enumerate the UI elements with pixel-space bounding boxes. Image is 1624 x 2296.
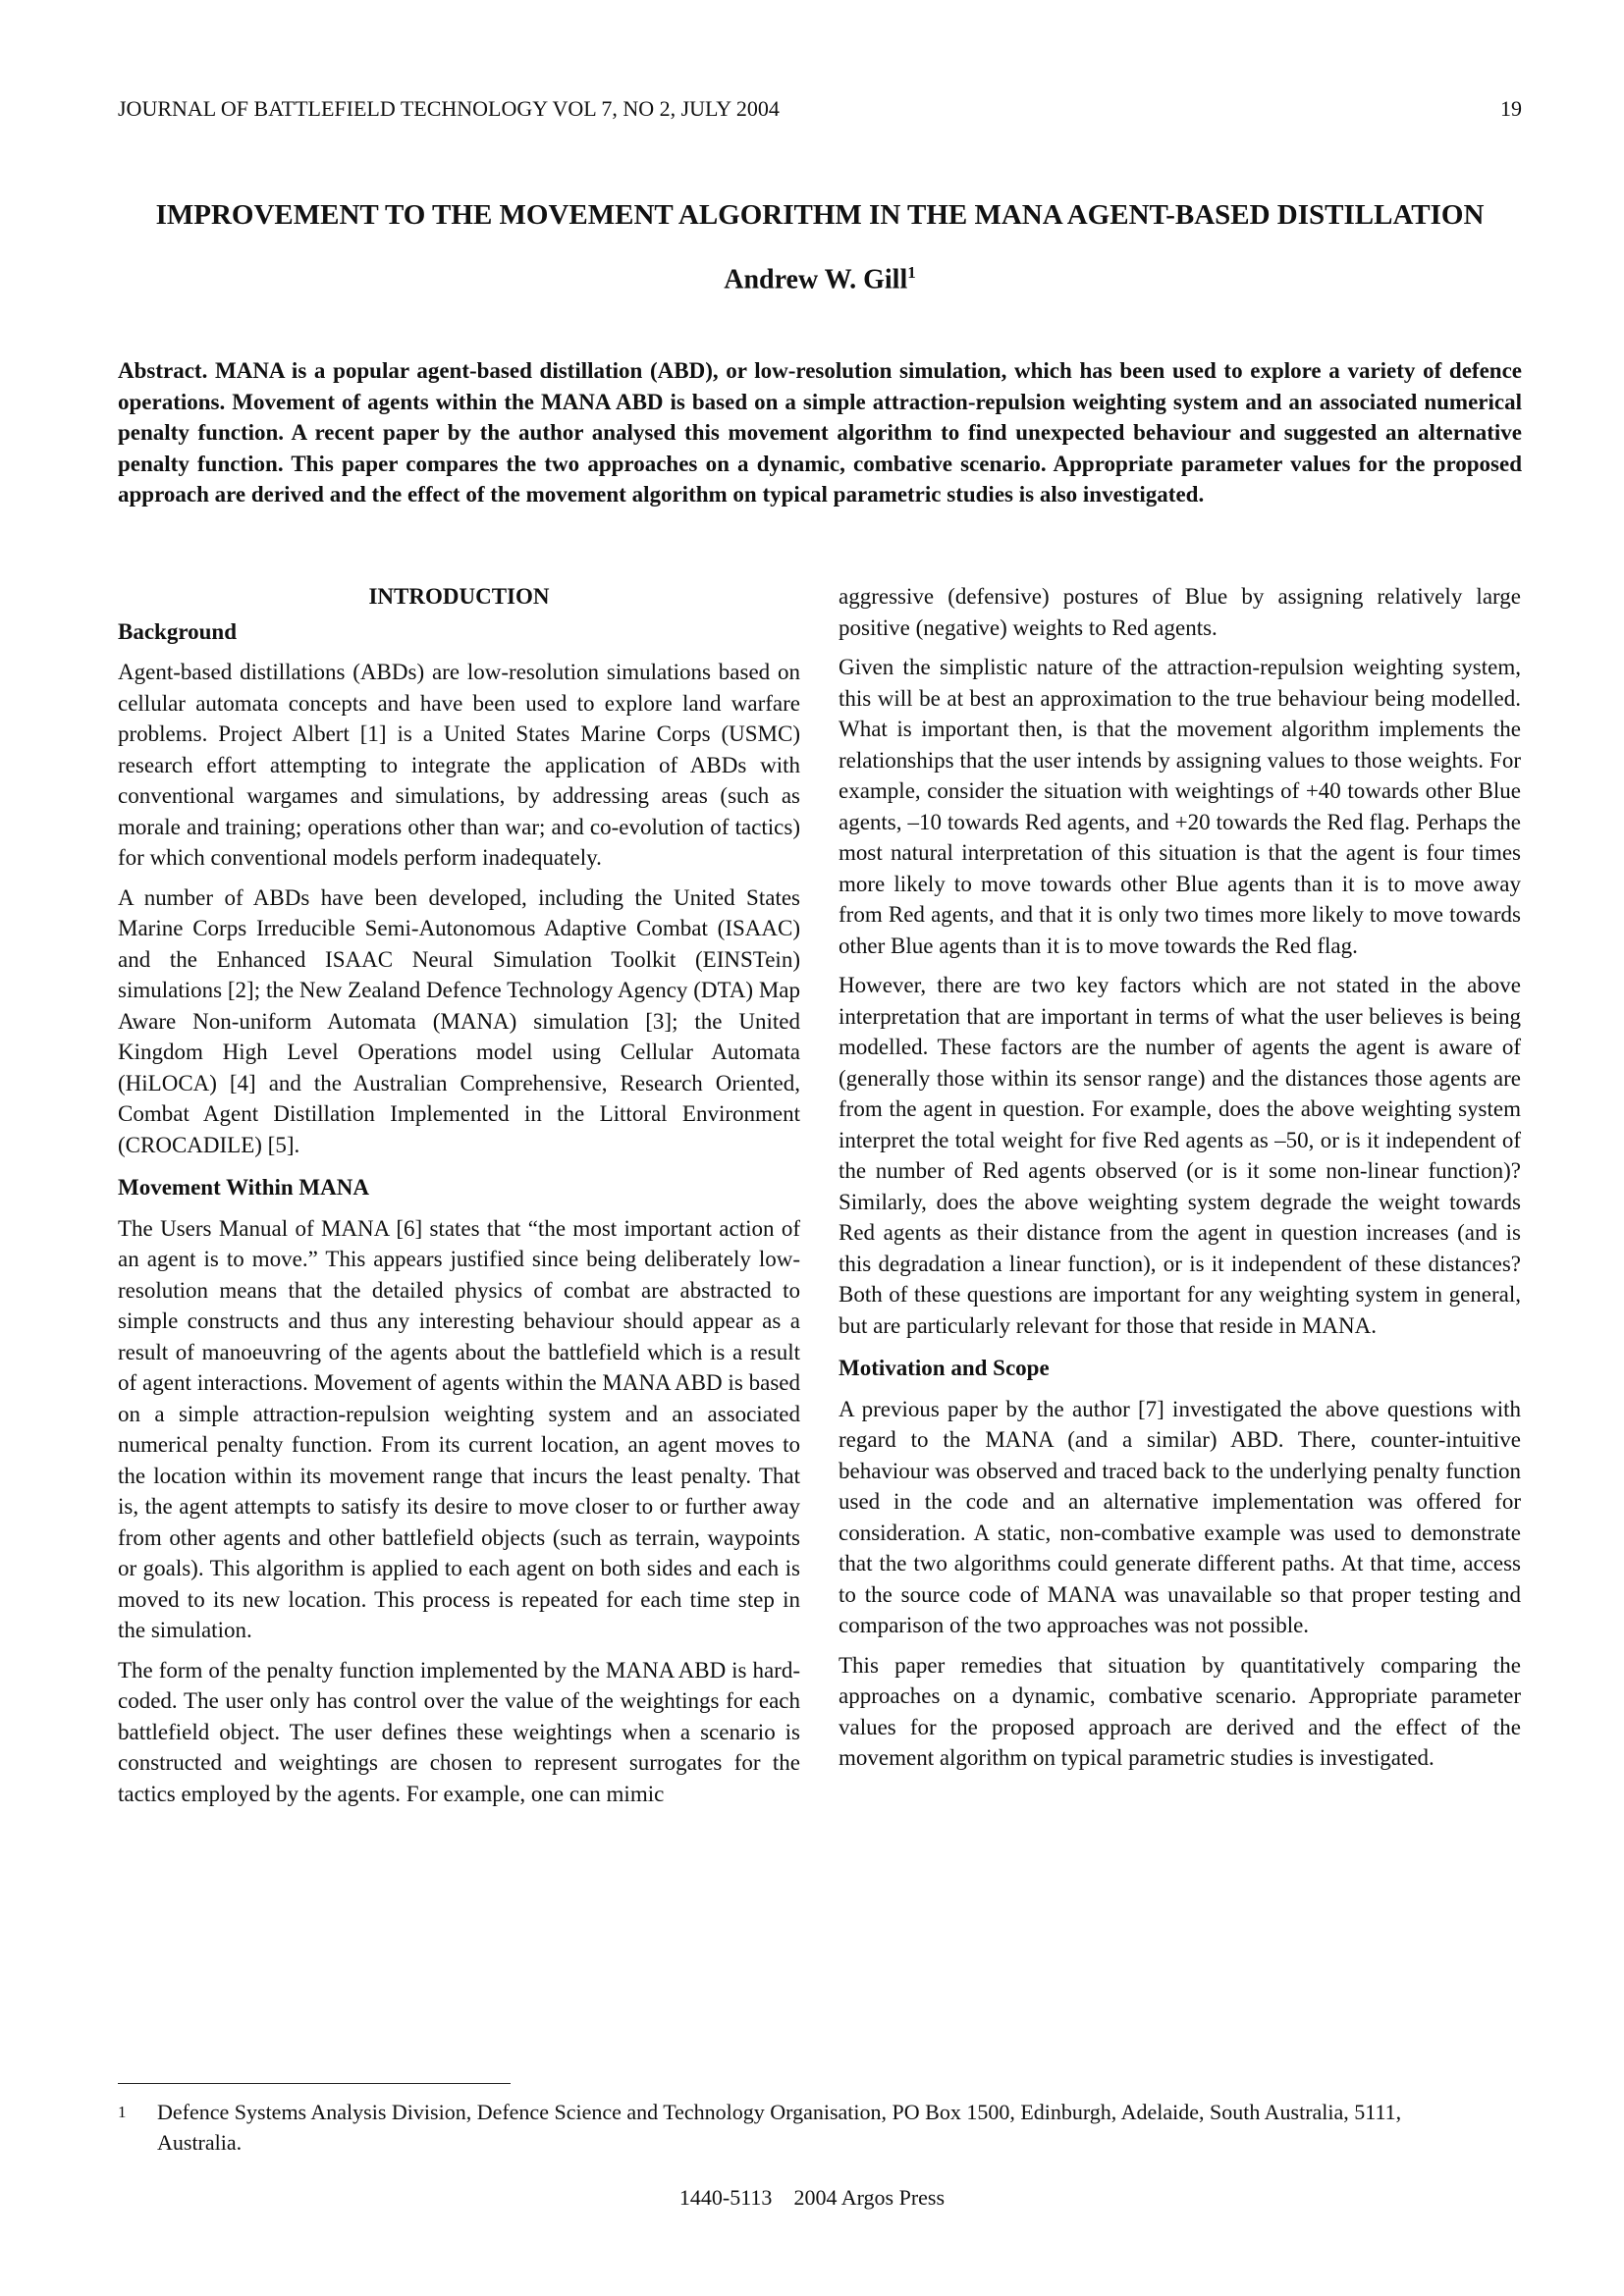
subsection-background: Background xyxy=(118,618,238,644)
paper-title: IMPROVEMENT TO THE MOVEMENT ALGORITHM IN THE MANA AGENT-BASED DISTILLATION xyxy=(155,199,1485,231)
footnote-mark: 1 xyxy=(118,2103,127,2121)
paragraph: This paper remedies that situation by quantitatively comparing the approaches on a dynamic, combative scenario. Appropriate parameter values for the proposed approach are derived and the effect of the movement algorithm on typical parametric studies is investigated. xyxy=(839,1652,1521,1770)
subsection-motivation-and-scope: Motivation and Scope xyxy=(839,1356,1050,1380)
section-heading-introduction: INTRODUCTION xyxy=(368,584,550,609)
page-footer xyxy=(0,2185,1624,2211)
issn: 1440-5113 xyxy=(678,2185,773,2210)
paragraph: The form of the penalty function implemented by the MANA ABD is hard-coded. The user only has control over the value of the weightings for each battlefield object. The user defines these weightings when a scenario is constructed and weightings are chosen to represent surrogates for the tactics employed by the agents. For example, one can mimic xyxy=(118,1657,800,1806)
footnote xyxy=(118,2097,1434,2158)
paragraph: However, there are two key factors which are not stated in the above interpretation that are important in terms of what the user believes is being modelled. These factors are the number of agents the agent is aware of (generally those within its sensor range) and the distances those agents are from the agent in question. For example, does the above weighting system interpret the total weight for five Red agents as –50, or is it independent of the number of Red agents observed (or is it some non-linear function)? Similarly, does the above weighting system degrade the weight towards Red agents as their distance from the agent in question increases (and is this degradation a linear function), or is it independent of these distances? Both of these questions are important for any weighting system in general, but are particularly relevant for those that reside in MANA. xyxy=(839,973,1521,1338)
subsection-movement-within-mana: Movement Within MANA xyxy=(118,1175,369,1200)
copyright: 2004 Argos Press xyxy=(793,2185,946,2210)
paragraph: The Users Manual of MANA [6] states that “the most important action of an agent is to move.” This appears justified since being deliberately low-resolution means that the detailed physics of combat are abstracted to simple constructs and thus any interesting behaviour should appear as a result of manoeuvring of the agents about the battlefield which is a result of agent interactions. Movement of agents within the MANA ABD is based on a simple attraction-repulsion weighting system and an associated numerical penalty function. From its current location, an agent moves to the location within its movement range that incurs the least penalty. That is, the agent attempts to satisfy its desire to move closer to or further away from other agents and other battlefield objects (such as terrain, waypoints or goals). This algorithm is applied to each agent on both sides and each is moved to its new location. This process is repeated for each time step in the simulation. xyxy=(118,1215,800,1642)
left-column xyxy=(118,581,800,1818)
paragraph: Agent-based distillations (ABDs) are low-resolution simulations based on cellular automata concepts and have been used to explore land warfare problems. Project Albert [1] is a United States Marine Corps (USMC) research effort attempting to integrate the application of ABDs with conventional wargames and simulations, by addressing areas (such as morale and training; operations other than war; and co-evolution of tactics) for which conventional models perform inadequately. xyxy=(118,660,800,870)
paragraph: Given the simplistic nature of the attraction-repulsion weighting system, this will be at best an approximation to the true behaviour being modelled. What is important then, is that the movement algorithm implements the relationships that the user intends by assigning values to those weights. For example, consider the situation with weightings of +40 towards other Blue agents, –10 towards Red agents, and +20 towards the Red flag. Perhaps the most natural interpretation of this situation is that the agent is four times more likely to move towards other Blue agents than it is to move away from Red agents, and that it is only two times more likely to move towards other Blue agents than it is to move towards the Red flag. xyxy=(839,655,1521,958)
author-footnote-mark: 1 xyxy=(907,263,916,282)
paragraph: aggressive (defensive) postures of Blue by assigning relatively large positive (negative) weights to Red agents. xyxy=(839,584,1521,640)
footnote-text: Defence Systems Analysis Division, Defence Science and Technology Organisation, PO Box 1500, Edinburgh, Adelaide, South Australia, 5111, Australia. xyxy=(157,2100,1402,2155)
paragraph: A number of ABDs have been developed, including the United States Marine Corps Irreducible Semi-Autonomous Adaptive Combat (ISAAC) and the Enhanced ISAAC Neural Simulation Toolkit (EINSTein) simulations [2]; the New Zealand Defence Technology Agency (DTA) Map Aware Non-uniform Automata (MANA) simulation [3]; the United Kingdom High Level Operations model using Cellular Automata (HiLOCA) [4] and the Australian Comprehensive, Research Oriented, Combat Agent Distillation Implemented in the Littoral Environment (CROCADILE) [5]. xyxy=(118,884,800,1157)
author xyxy=(118,263,1522,295)
author-name: Andrew W. Gill xyxy=(724,264,908,295)
page-number: 19 xyxy=(1500,96,1522,121)
abstract: Abstract. MANA is a popular agent-based distillation (ABD), or low-resolution simulation, which has been used to explore a variety of defence operations. Movement of agents within the MANA ABD is based on a simple attraction-repulsion weighting system and an associated numerical penalty function. A recent paper by the author analysed this movement algorithm to find unexpected behaviour and suggested an alternative penalty function. This paper compares the two approaches on a dynamic, combative scenario. Appropriate parameter values for the proposed approach are derived and the effect of the movement algorithm on typical parametric studies is also investigated. xyxy=(118,358,1522,507)
journal-name: JOURNAL OF BATTLEFIELD TECHNOLOGY VOL 7, NO 2, JULY 2004 xyxy=(118,96,780,121)
footnote-divider xyxy=(118,2083,511,2084)
paragraph: A previous paper by the author [7] investigated the above questions with regard to the MANA (and a similar) ABD. There, counter-intuitive behaviour was observed and traced back to the underlying penalty function used in the code and an alternative implementation was offered for consideration. A static, non-combative example was used to demonstrate that the two algorithms could generate different paths. At that time, access to the source code of MANA was unavailable so that proper testing and comparison of the two approaches was not possible. xyxy=(839,1396,1521,1637)
running-header xyxy=(118,96,1522,122)
right-column xyxy=(839,581,1521,1783)
